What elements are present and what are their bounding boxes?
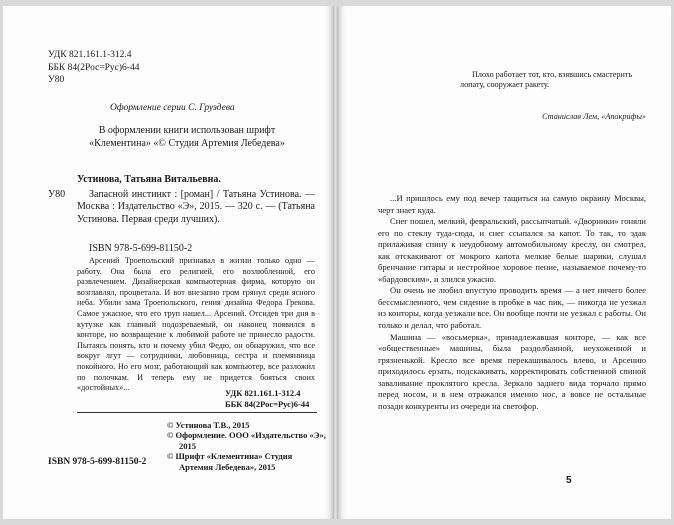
- bbk-code: ББК 84(2Рос=Рус)6-44: [48, 62, 140, 73]
- isbn-top: ISBN 978-5-699-81150-2: [89, 243, 193, 254]
- book-abstract: Арсений Троепольский признавал в жизни только одно — работу. Она была его религией, его возлюбленной, его развлечением. Дизайнерская компьютерная фирма, которую он возглавлял, процветала. И вот внезапно гром грянул среди ясного неба. Убили зама Троепольского, гения дизайна Федора Грекова. Самое ужасное, что его труп нашел... Арсений. Отсидев три дня в кутузке как главный подозреваемый, он наконец появился в конторе, но возвращение к любимой работе не принесло радости. Пытаясь понять, кто и почему убил Федю, он обнаружил, что все вокруг лгут — сотрудники, любовница, сестра и племянница покойного. Но его мозг, работающий как компьютер, все разложил по полочкам. И теперь ему не придется бояться своих «достойных»...: [77, 256, 315, 393]
- udk-code: УДК 821.161.1-312.4: [225, 388, 301, 398]
- paragraph: ...И пришлось ему под вечер тащиться на самую окраину Москвы, черт знает куда.: [378, 193, 646, 215]
- font-credit-line: В оформлении книги использован шрифт: [98, 125, 276, 136]
- divider-rule: [77, 412, 317, 413]
- bibliographic-entry: Запасной инстинкт : [роман] / Татьяна Устинова. — Москва : Издательство «Э», 2015. — 320 с. — (Татьяна Устинова. Первая среди лучших).: [77, 189, 315, 225]
- font-credit: [63, 125, 311, 150]
- bbk-code: ББК 84(2Рос=Рус)6-44: [225, 398, 310, 409]
- copyright-line: © Шрифт «Клементина» Студия Артемия Лебедева», 2015: [167, 451, 293, 472]
- page-number: 5: [566, 475, 572, 486]
- paragraph: Снег пошел, мелкий, февральский, рассыпчатый. «Дворники» гоняли его по стеклу туда-сюда, и снег ссыпался за капот. То так, то эдак прилаживая спину к неудобному автомобильному креслу, он смотрел, как отскакивают от мокрого капота мелкие белые шарики, слушал бренчание гитары и нестройное хоровое пение, называемое почему-то «бардовским», и злился ужасно.: [378, 216, 646, 284]
- paragraph: Машина — «восьмерка», принадлежавшая конторе, — как все «общественные» машины, была раздолбанной, неухоженной и грязненькой. Кресло все время перекашивалось влево, и Арсению приходилось ерзать, подскакивать, корректировать собственной спиной заваливание проклятого кресла. Зеркало заднего вида торчало прямо перед носом, и в нем отражался именно нос, а вовсе не остальные позади конкуренты из очереди на светофор.: [378, 331, 646, 411]
- right-page: [338, 6, 671, 519]
- epigraph-source: Станислав Лем, «Апокрифы»: [542, 112, 646, 121]
- font-credit-line: «Клементина» «© Студия Артемия Лебедева»: [89, 137, 285, 149]
- series-design-credit: Оформление серии С. Груздева: [110, 103, 235, 113]
- classification-codes: [48, 49, 139, 87]
- author-mark-inline: У80: [48, 189, 66, 200]
- copyright-block: [167, 420, 327, 472]
- author-heading: Устинова, Татьяна Витальевна.: [77, 174, 221, 185]
- isbn-bottom: ISBN 978-5-699-81150-2: [48, 457, 147, 467]
- left-page: [3, 6, 333, 519]
- copyright-line: © Оформление. ООО «Издательство «Э», 2015: [167, 430, 326, 451]
- epigraph: Плохо работает тот, кто, взявшись смастерить лопату, сооружает ракету.: [460, 70, 633, 90]
- paragraph: Он очень не любил впустую проводить время — а нет ничего более бессмысленного, чем сидение в пробке в час пик, — никогда не уезжал из конторы, когда уезжали все. Он вообще почти не уезжал с работы. Он только и делал, что работал.: [378, 285, 646, 331]
- copyright-line: © Устинова Т.В., 2015: [167, 420, 250, 430]
- chapter-text: [378, 193, 646, 412]
- classification-codes-bottom: [225, 388, 309, 409]
- udk-code: УДК 821.161.1-312.4: [48, 50, 132, 60]
- author-mark: У80: [48, 75, 65, 85]
